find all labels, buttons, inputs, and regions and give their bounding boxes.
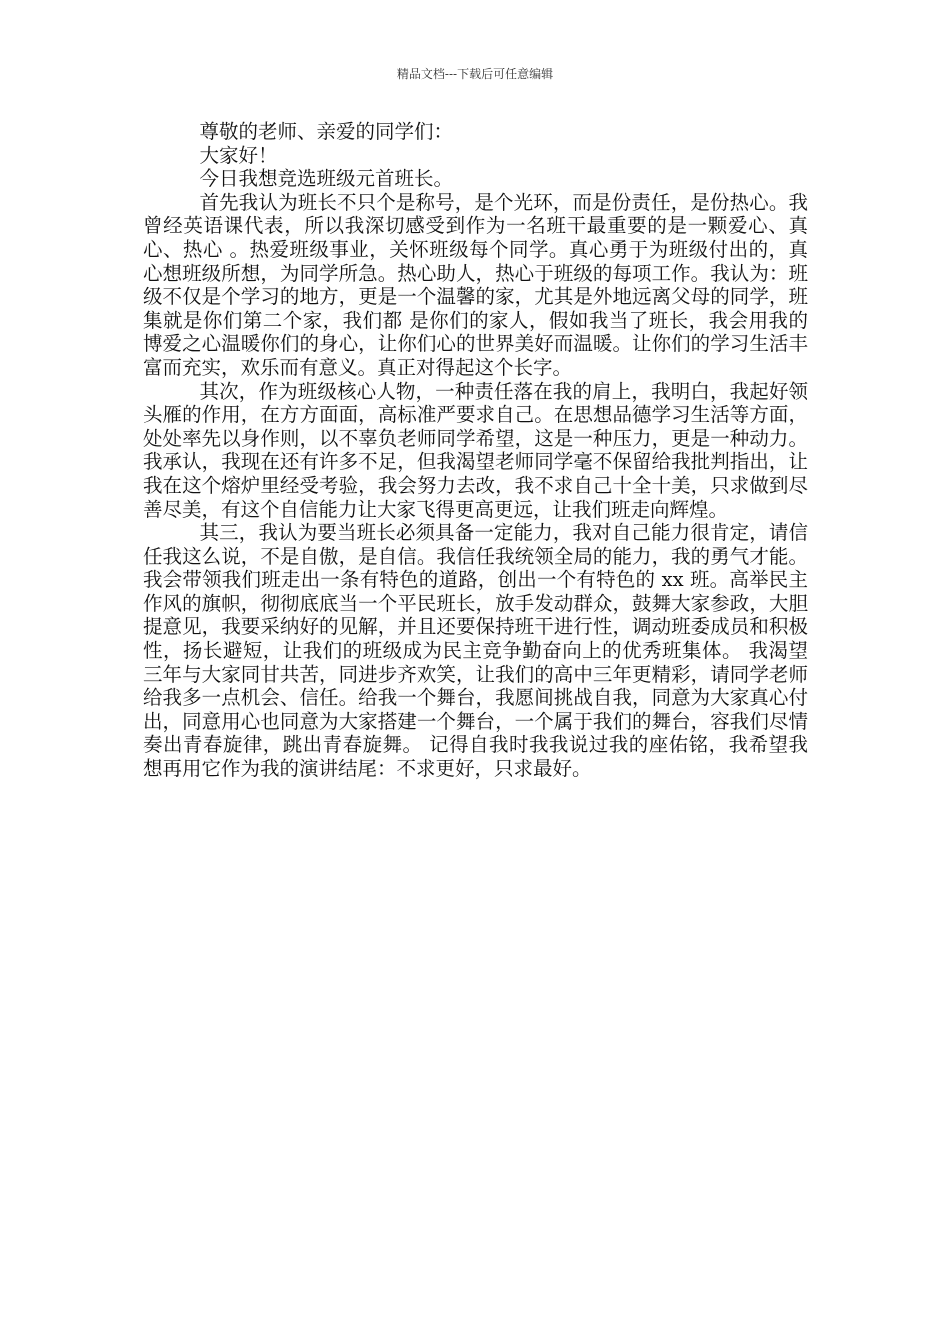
body-paragraph-3: 其三，我认为要当班长必须具备一定能力，我对自己能力很肯定，请信任我这么说，不是自傲，是自信。我信任我统领全局的能力，我的勇气才能。我会带领我们班走出一条有特色的道路，创出一个有特色的 xx 班。高举民主作风的旗帜，彻彻底底当一个平民班长，放手发动群众，鼓舞大家参政，大胆提意见，我要采纳好的见解，并且还要保持班干进行性，调动班委成员和积极性，扬长避短，让我们的班级成为民主竞争勤奋向上的优秀班集体。 我渴望三年与大家同甘共苦，同进步齐欢笑，让我们的高中三年更精彩，请同学老师给我多一点机会、信任。给我一个舞台，我愿间挑战自我，同意为大家真心付出，同意用心也同意为大家搭建一个舞台，一个属于我们的舞台，容我们尽情奏出青春旋律，跳出青春旋舞。 记得自我时我我说过我的座佑铭，我希望我想再用它作为我的演讲结尾：不求更好，只求最好。	[143, 521, 808, 781]
body-paragraph-1: 首先我认为班长不只个是称号，是个光环，而是份责任，是份热心。我曾经英语课代表，所以我深切感受到作为一名班干最重要的是一颗爱心、真心、热心 。热爱班级事业，关怀班级每个同学。真心勇于为班级付出的，真心想班级所想，为同学所急。热心助人，热心于班级的每项工作。我认为：班级不仅是个学习的地方，更是一个温馨的家，尤其是外地远离父母的同学，班集就是你们第二个家，我们都 是你们的家人，假如我当了班长，我会用我的博爱之心温暖你们的身心，让你们心的世界美好而温暖。让你们的学习生活丰富而充实，欢乐而有意义。真正对得起这个长字。	[143, 190, 808, 379]
page-header: 精品文档---下载后可任意编辑	[396, 67, 554, 81]
body-paragraph-2: 其次，作为班级核心人物，一种责任落在我的肩上，我明白，我起好领头雁的作用，在方方面面，高标准严要求自己。在思想品德学习生活等方面，处处率先以身作则，以不辜负老师同学希望，这是一种压力，更是一种动力。我承认，我现在还有许多不足，但我渴望老师同学毫不保留给我批判指出，让我在这个熔炉里经受考验，我会努力去改，我不求自己十全十美，只求做到尽善尽美，有这个自信能力让大家飞得更高更远，让我们班走向辉煌。	[143, 379, 808, 521]
greeting: 大家好！	[199, 143, 278, 167]
intro-paragraph: 今日我想竞选班级元首班长。	[199, 167, 454, 191]
salutation: 尊敬的老师、亲爱的同学们：	[199, 120, 454, 143]
document-body	[143, 120, 808, 781]
